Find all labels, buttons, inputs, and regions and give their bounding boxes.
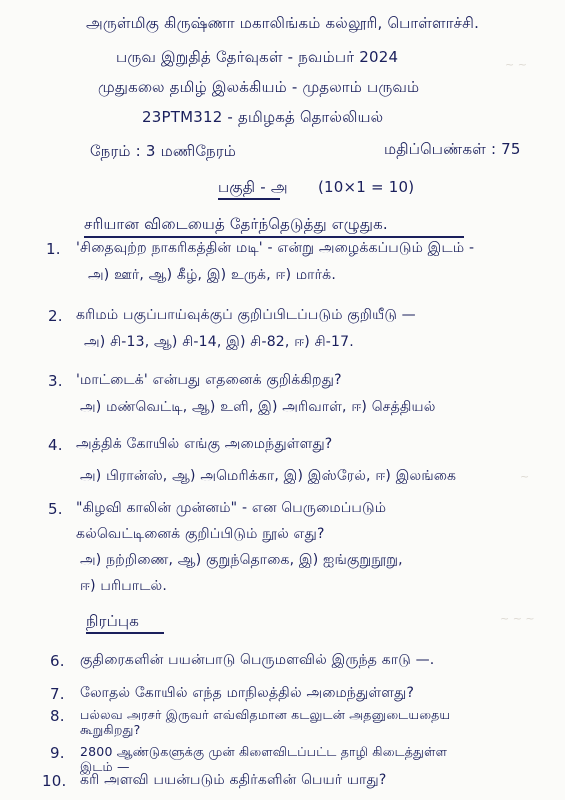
question-text: "கிழவி காலின் முன்னம்" - என பெருமைப்படும் (76, 500, 387, 516)
question-number: 3. (48, 372, 63, 390)
question-text: இடம் — (80, 759, 130, 774)
question-text: கூறுகிறது? (80, 722, 141, 737)
question-options: ஈ) பரிபாடல். (80, 578, 168, 594)
question-text: 'மாட்டைக்' என்பது எதனைக் குறிக்கிறது? (76, 372, 342, 388)
exam-time: நேரம் : 3 மணிநேரம் (90, 142, 237, 160)
college-name: அருள்மிகு கிருஷ்ணா மகாலிங்கம் கல்லூரி, பொள்ளாச்சி. (86, 14, 480, 32)
course-title: முதுகலை தமிழ் இலக்கியம் - முதலாம் பருவம் (98, 78, 420, 96)
total-marks: மதிப்பெண்கள் : 75 (384, 140, 521, 158)
question-text: கரிமம் பகுப்பாய்வுக்குப் குறிப்பிடப்படும் குறியீடு — (76, 307, 416, 323)
section-a-underline (218, 198, 280, 200)
question-text: குதிரைகளின் பயன்பாடு பெருமளவில் இருந்த காடு —. (80, 652, 435, 668)
question-number: 6. (50, 652, 65, 670)
section-a-score: (10×1 = 10) (318, 178, 415, 196)
question-text: கரி அளவி பயன்படும் கதிர்களின் பெயர் யாது? (80, 772, 387, 788)
section-a-title: பகுதி - அ (218, 178, 288, 196)
bleed-through-mark: ~ (520, 470, 530, 483)
bleed-through-mark: ~ ~ (505, 58, 527, 71)
question-text: 2800 ஆண்டுகளுக்கு முன் கிளைவிடப்பட்ட தாழி கிடைத்துள்ள (80, 744, 448, 759)
instruction-underline (84, 236, 464, 238)
question-number: 5. (48, 500, 63, 518)
question-options: கல்வெட்டினைக் குறிப்பிடும் நூல் எது? (76, 526, 325, 542)
question-options: அ) சி-13, ஆ) சி-14, இ) சி-82, ஈ) சி-17. (84, 334, 354, 350)
question-options: அ) நற்றிணை, ஆ) குறுந்தொகை, இ) ஐங்குறுநூறு, (80, 552, 403, 568)
exam-title: பருவ இறுதித் தேர்வுகள் - நவம்பர் 2024 (116, 48, 399, 66)
question-text: லோதல் கோயில் எந்த மாநிலத்தில் அமைந்துள்ளது? (80, 685, 415, 701)
question-number: 8. (50, 707, 65, 725)
question-text: 'சிதைவுற்ற நாகரிகத்தின் மடி' - என்று அழைக்கப்படும் இடம் - (76, 240, 475, 256)
question-number: 1. (46, 240, 61, 258)
question-number: 4. (48, 436, 63, 454)
question-options: அ) பிரான்ஸ், ஆ) அமெரிக்கா, இ) இஸ்ரேல், ஈ) இலங்கை (80, 468, 457, 484)
question-options: அ) ஊர், ஆ) கீழ், இ) உருக், ஈ) மார்க். (88, 267, 336, 283)
question-options: அ) மண்வெட்டி, ஆ) உளி, இ) அரிவாள், ஈ) செத்தியல் (80, 399, 436, 415)
question-number: 7. (50, 685, 65, 703)
section-a-instruction: சரியான விடையைத் தேர்ந்தெடுத்து எழுதுக. (84, 215, 388, 233)
question-text: அத்திக் கோயில் எங்கு அமைந்துள்ளது? (76, 436, 333, 452)
course-code: 23PTM312 - தமிழகத் தொல்லியல் (142, 108, 384, 126)
bleed-through-mark: ~ ~ ~ (500, 612, 535, 625)
question-number: 2. (48, 307, 63, 325)
question-number: 10. (42, 772, 67, 790)
section-b-underline (86, 632, 164, 634)
question-number: 9. (50, 744, 65, 762)
question-text: பல்லவ அரசர் இருவர் எவ்விதமான கடலுடன் அதனுடையதைய (80, 707, 451, 722)
section-b-title: நிரப்புக (86, 612, 140, 630)
